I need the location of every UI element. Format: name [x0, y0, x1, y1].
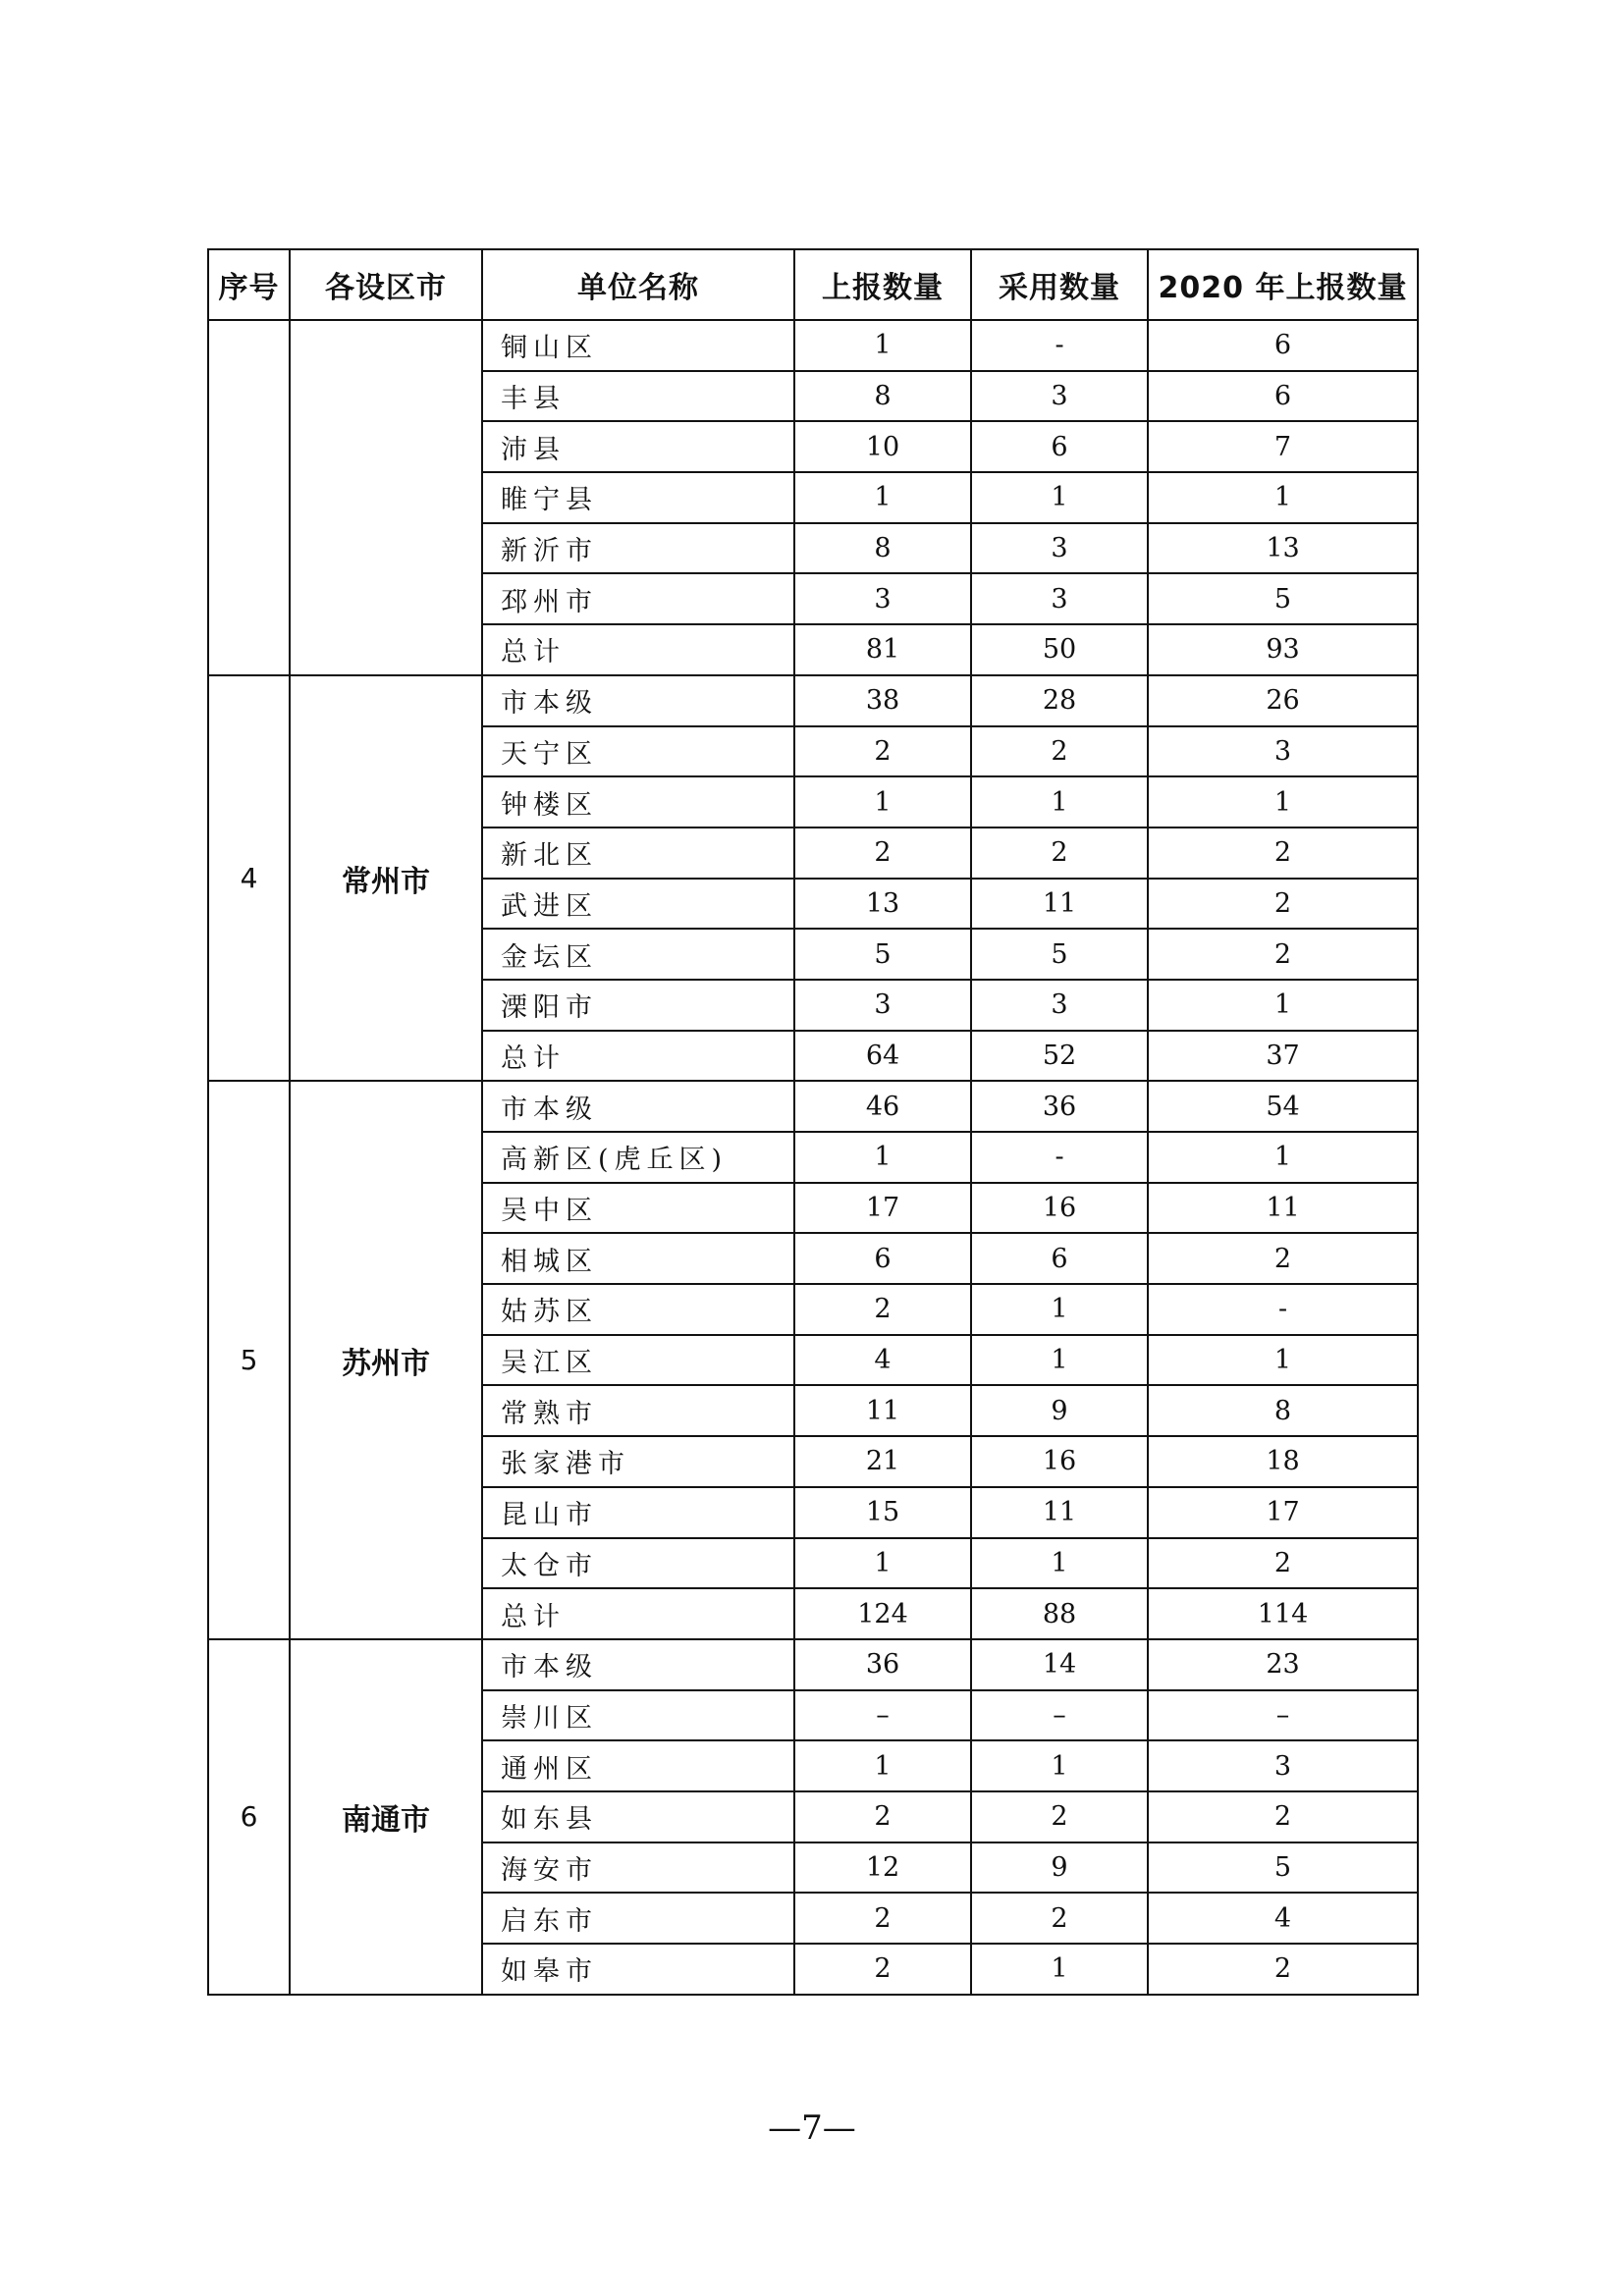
reported-count-cell: 4 [794, 1335, 971, 1386]
reported-count-cell: 1 [794, 472, 971, 523]
group-seq-cell: 6 [208, 1639, 290, 1995]
reported-2020-cell: 37 [1148, 1031, 1418, 1082]
reported-count-cell: 2 [794, 828, 971, 879]
reported-2020-cell: 18 [1148, 1436, 1418, 1487]
reported-count-cell: 36 [794, 1639, 971, 1690]
reported-count-cell: 13 [794, 879, 971, 930]
unit-name-cell: 如东县 [482, 1791, 794, 1842]
reported-count-cell: 6 [794, 1233, 971, 1284]
reported-2020-cell: 2 [1148, 828, 1418, 879]
reported-2020-cell: 1 [1148, 1132, 1418, 1183]
header-reported-count: 上报数量 [794, 249, 971, 320]
reported-2020-cell: 5 [1148, 1842, 1418, 1894]
reported-count-cell: 2 [794, 1893, 971, 1944]
adopted-count-cell: 1 [971, 1740, 1148, 1791]
table-row [208, 1639, 1418, 1690]
reported-count-cell: 2 [794, 1791, 971, 1842]
adopted-count-cell: 36 [971, 1081, 1148, 1132]
reported-2020-cell: 11 [1148, 1183, 1418, 1234]
reported-count-cell: 81 [794, 624, 971, 675]
adopted-count-cell: 6 [971, 421, 1148, 472]
adopted-count-cell: 28 [971, 675, 1148, 726]
statistics-table [207, 248, 1419, 1996]
reported-count-cell: 17 [794, 1183, 971, 1234]
header-seq: 序号 [208, 249, 290, 320]
page-number: —7— [768, 2109, 856, 2148]
reported-2020-cell: 1 [1148, 980, 1418, 1031]
reported-count-cell: 2 [794, 726, 971, 777]
group-seq-cell: 5 [208, 1081, 290, 1639]
unit-name-cell: 相城区 [482, 1233, 794, 1284]
adopted-count-cell: 1 [971, 1944, 1148, 1995]
reported-count-cell: 124 [794, 1588, 971, 1639]
adopted-count-cell: 52 [971, 1031, 1148, 1082]
reported-count-cell: 3 [794, 573, 971, 624]
reported-2020-cell: - [1148, 1284, 1418, 1335]
unit-name-cell: 吴江区 [482, 1335, 794, 1386]
unit-name-cell: 睢宁县 [482, 472, 794, 523]
adopted-count-cell: 3 [971, 573, 1148, 624]
header-city: 各设区市 [290, 249, 482, 320]
unit-name-cell: 市本级 [482, 675, 794, 726]
adopted-count-cell: 1 [971, 776, 1148, 828]
adopted-count-cell: 5 [971, 929, 1148, 980]
adopted-count-cell: – [971, 1690, 1148, 1741]
adopted-count-cell: 1 [971, 1284, 1148, 1335]
reported-count-cell: 3 [794, 980, 971, 1031]
reported-count-cell: 46 [794, 1081, 971, 1132]
unit-name-cell: 海安市 [482, 1842, 794, 1894]
reported-count-cell: 10 [794, 421, 971, 472]
adopted-count-cell: 1 [971, 1538, 1148, 1589]
reported-2020-cell: 2 [1148, 1538, 1418, 1589]
reported-count-cell: 1 [794, 320, 971, 371]
unit-name-cell: 溧阳市 [482, 980, 794, 1031]
adopted-count-cell: 1 [971, 472, 1148, 523]
unit-name-cell: 铜山区 [482, 320, 794, 371]
reported-2020-cell: 7 [1148, 421, 1418, 472]
reported-2020-cell: 26 [1148, 675, 1418, 726]
group-city-cell: 苏州市 [290, 1081, 482, 1639]
unit-name-cell: 市本级 [482, 1081, 794, 1132]
reported-count-cell: 1 [794, 1740, 971, 1791]
adopted-count-cell: 14 [971, 1639, 1148, 1690]
reported-2020-cell: 13 [1148, 523, 1418, 574]
unit-name-cell: 天宁区 [482, 726, 794, 777]
reported-2020-cell: 8 [1148, 1385, 1418, 1436]
reported-count-cell: – [794, 1690, 971, 1741]
reported-count-cell: 38 [794, 675, 971, 726]
adopted-count-cell: 3 [971, 371, 1148, 422]
adopted-count-cell: - [971, 320, 1148, 371]
reported-count-cell: 5 [794, 929, 971, 980]
reported-2020-cell: 23 [1148, 1639, 1418, 1690]
adopted-count-cell: 2 [971, 828, 1148, 879]
unit-name-cell: 沛县 [482, 421, 794, 472]
reported-count-cell: 1 [794, 1132, 971, 1183]
table-row [208, 320, 1418, 371]
group-seq-cell: 4 [208, 675, 290, 1082]
unit-name-cell: 金坛区 [482, 929, 794, 980]
reported-2020-cell: 2 [1148, 1233, 1418, 1284]
adopted-count-cell: 2 [971, 726, 1148, 777]
adopted-count-cell: 88 [971, 1588, 1148, 1639]
unit-name-cell: 丰县 [482, 371, 794, 422]
unit-name-cell: 如皋市 [482, 1944, 794, 1995]
unit-name-cell: 姑苏区 [482, 1284, 794, 1335]
group-city-cell [290, 320, 482, 675]
header-unit-name: 单位名称 [482, 249, 794, 320]
reported-2020-cell: 2 [1148, 879, 1418, 930]
group-seq-cell [208, 320, 290, 675]
table-body [208, 320, 1418, 1995]
unit-name-cell: 武进区 [482, 879, 794, 930]
reported-2020-cell: 3 [1148, 1740, 1418, 1791]
unit-name-cell: 太仓市 [482, 1538, 794, 1589]
group-city-cell: 南通市 [290, 1639, 482, 1995]
reported-2020-cell: 2 [1148, 1791, 1418, 1842]
unit-name-cell: 总计 [482, 624, 794, 675]
reported-count-cell: 1 [794, 776, 971, 828]
adopted-count-cell: 1 [971, 1335, 1148, 1386]
header-row [208, 249, 1418, 320]
adopted-count-cell: 11 [971, 1487, 1148, 1538]
unit-name-cell: 崇川区 [482, 1690, 794, 1741]
unit-name-cell: 新沂市 [482, 523, 794, 574]
unit-name-cell: 总计 [482, 1031, 794, 1082]
reported-count-cell: 2 [794, 1944, 971, 1995]
adopted-count-cell: 16 [971, 1436, 1148, 1487]
reported-count-cell: 64 [794, 1031, 971, 1082]
reported-count-cell: 1 [794, 1538, 971, 1589]
adopted-count-cell: 3 [971, 523, 1148, 574]
adopted-count-cell: 9 [971, 1385, 1148, 1436]
unit-name-cell: 昆山市 [482, 1487, 794, 1538]
adopted-count-cell: 6 [971, 1233, 1148, 1284]
reported-count-cell: 2 [794, 1284, 971, 1335]
reported-2020-cell: 54 [1148, 1081, 1418, 1132]
header-reported-2020: 2020 年上报数量 [1148, 249, 1418, 320]
reported-count-cell: 12 [794, 1842, 971, 1894]
reported-2020-cell: 1 [1148, 472, 1418, 523]
unit-name-cell: 总计 [482, 1588, 794, 1639]
reported-2020-cell: 6 [1148, 371, 1418, 422]
unit-name-cell: 张家港市 [482, 1436, 794, 1487]
reported-2020-cell: 6 [1148, 320, 1418, 371]
unit-name-cell: 钟楼区 [482, 776, 794, 828]
adopted-count-cell: 2 [971, 1893, 1148, 1944]
adopted-count-cell: 3 [971, 980, 1148, 1031]
table-row [208, 675, 1418, 726]
unit-name-cell: 高新区(虎丘区) [482, 1132, 794, 1183]
unit-name-cell: 邳州市 [482, 573, 794, 624]
reported-2020-cell: 1 [1148, 1335, 1418, 1386]
reported-count-cell: 8 [794, 523, 971, 574]
reported-count-cell: 8 [794, 371, 971, 422]
reported-2020-cell: 17 [1148, 1487, 1418, 1538]
reported-count-cell: 15 [794, 1487, 971, 1538]
reported-2020-cell: 114 [1148, 1588, 1418, 1639]
unit-name-cell: 新北区 [482, 828, 794, 879]
adopted-count-cell: 11 [971, 879, 1148, 930]
adopted-count-cell: 2 [971, 1791, 1148, 1842]
adopted-count-cell: 16 [971, 1183, 1148, 1234]
reported-2020-cell: 5 [1148, 573, 1418, 624]
adopted-count-cell: 9 [971, 1842, 1148, 1894]
reported-2020-cell: 93 [1148, 624, 1418, 675]
reported-2020-cell: 4 [1148, 1893, 1418, 1944]
reported-2020-cell: 2 [1148, 929, 1418, 980]
reported-count-cell: 11 [794, 1385, 971, 1436]
header-adopted-count: 采用数量 [971, 249, 1148, 320]
unit-name-cell: 通州区 [482, 1740, 794, 1791]
reported-2020-cell: 1 [1148, 776, 1418, 828]
unit-name-cell: 吴中区 [482, 1183, 794, 1234]
adopted-count-cell: 50 [971, 624, 1148, 675]
group-city-cell: 常州市 [290, 675, 482, 1082]
table-row [208, 1081, 1418, 1132]
unit-name-cell: 常熟市 [482, 1385, 794, 1436]
reported-2020-cell: – [1148, 1690, 1418, 1741]
reported-count-cell: 21 [794, 1436, 971, 1487]
reported-2020-cell: 3 [1148, 726, 1418, 777]
unit-name-cell: 市本级 [482, 1639, 794, 1690]
adopted-count-cell: - [971, 1132, 1148, 1183]
unit-name-cell: 启东市 [482, 1893, 794, 1944]
reported-2020-cell: 2 [1148, 1944, 1418, 1995]
